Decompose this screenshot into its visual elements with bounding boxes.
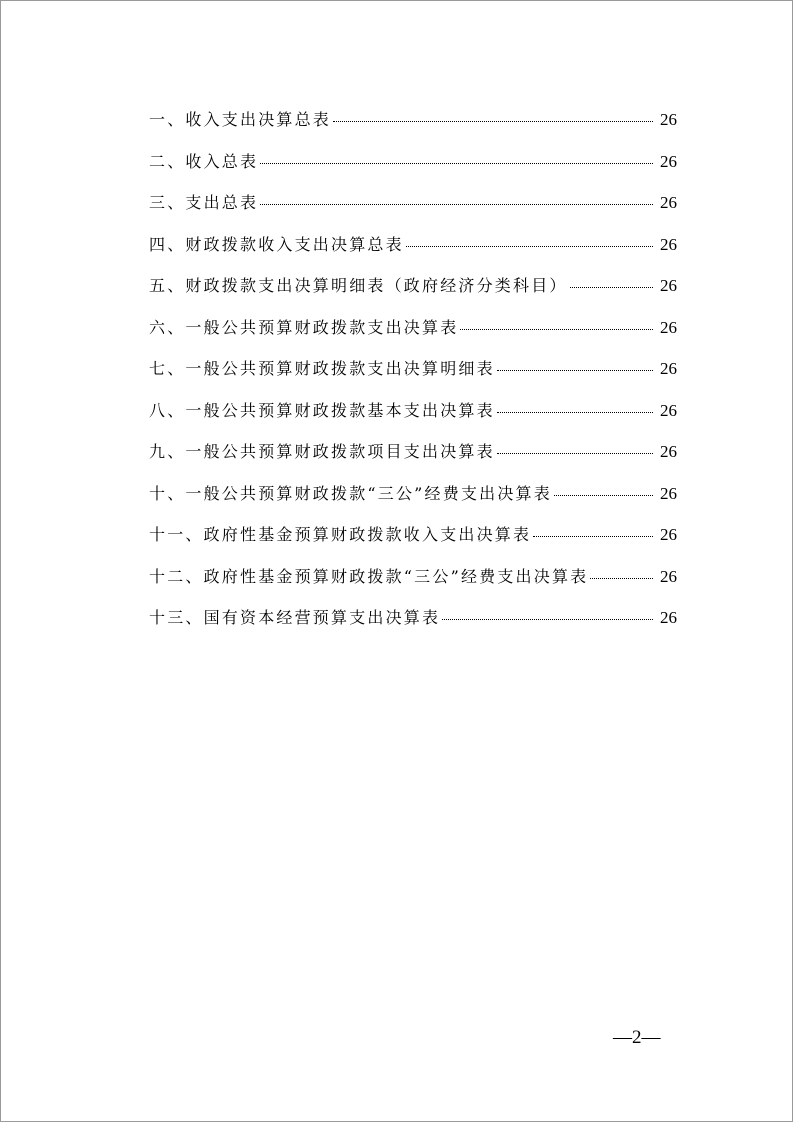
toc-entry-title: 二、收入总表 — [149, 151, 259, 171]
toc-dot-leader — [406, 230, 653, 250]
toc-entry-title: 九、一般公共预算财政拨款项目支出决算表 — [149, 442, 495, 461]
toc-entry-title: 六、一般公共预算财政拨款支出决算表 — [149, 317, 459, 337]
toc-dot-leader — [554, 479, 653, 499]
toc-entry[interactable] — [149, 271, 677, 313]
toc-entry[interactable] — [149, 230, 677, 272]
toc-dot-leader — [533, 520, 653, 540]
toc-entry-page: 26 — [660, 483, 677, 503]
toc-dot-leader — [460, 313, 653, 333]
toc-dot-leader — [590, 562, 653, 582]
toc-entry[interactable] — [149, 105, 677, 147]
toc-entry[interactable] — [149, 479, 677, 521]
toc-dot-leader — [260, 188, 653, 208]
toc-dot-leader — [497, 354, 653, 374]
toc-entry[interactable] — [149, 437, 677, 479]
toc-entry[interactable] — [149, 147, 677, 189]
toc-dot-leader — [260, 147, 653, 167]
toc-entry-page: 26 — [660, 110, 677, 129]
toc-entry-page: 26 — [660, 566, 677, 586]
toc-entry-page: 26 — [660, 359, 677, 378]
toc-entry-title: 五、财政拨款支出决算明细表（政府经济分类科目） — [149, 276, 568, 295]
toc-entry-page: 26 — [660, 525, 677, 544]
toc-entry-page: 26 — [660, 317, 677, 337]
toc-entry-title: 三、支出总表 — [149, 193, 259, 212]
toc-entry-page: 26 — [660, 234, 677, 254]
toc-dot-leader — [497, 396, 653, 416]
toc-dot-leader — [497, 437, 653, 457]
toc-entry[interactable] — [149, 188, 677, 230]
toc-dot-leader — [333, 105, 653, 125]
toc-entry[interactable] — [149, 396, 677, 438]
toc-entry[interactable] — [149, 562, 677, 604]
toc-entry[interactable] — [149, 520, 677, 562]
toc-dot-leader — [570, 271, 653, 291]
toc-entry-page: 26 — [660, 193, 677, 212]
toc-entry-page: 26 — [660, 151, 677, 171]
page-number: —2— — [613, 1027, 661, 1048]
toc-entry-title: 一、收入支出决算总表 — [149, 110, 332, 129]
toc-entry-page: 26 — [660, 442, 677, 461]
toc-dot-leader — [442, 603, 653, 623]
toc-entry-title: 十一、政府性基金预算财政拨款收入支出决算表 — [149, 525, 532, 544]
toc-entry-page: 26 — [660, 276, 677, 295]
toc-entry-page: 26 — [660, 608, 677, 627]
table-of-contents — [149, 105, 677, 645]
toc-entry[interactable] — [149, 313, 677, 355]
toc-entry-title: 十三、国有资本经营预算支出决算表 — [149, 608, 441, 627]
toc-entry-title: 四、财政拨款收入支出决算总表 — [149, 234, 404, 254]
toc-entry[interactable] — [149, 354, 677, 396]
toc-entry-page: 26 — [660, 400, 677, 420]
toc-entry-title: 十二、政府性基金预算财政拨款“三公”经费支出决算表 — [149, 566, 589, 586]
toc-entry-title: 七、一般公共预算财政拨款支出决算明细表 — [149, 359, 495, 378]
toc-entry-title: 十、一般公共预算财政拨款“三公”经费支出决算表 — [149, 483, 552, 503]
toc-entry[interactable] — [149, 603, 677, 645]
toc-entry-title: 八、一般公共预算财政拨款基本支出决算表 — [149, 400, 495, 420]
